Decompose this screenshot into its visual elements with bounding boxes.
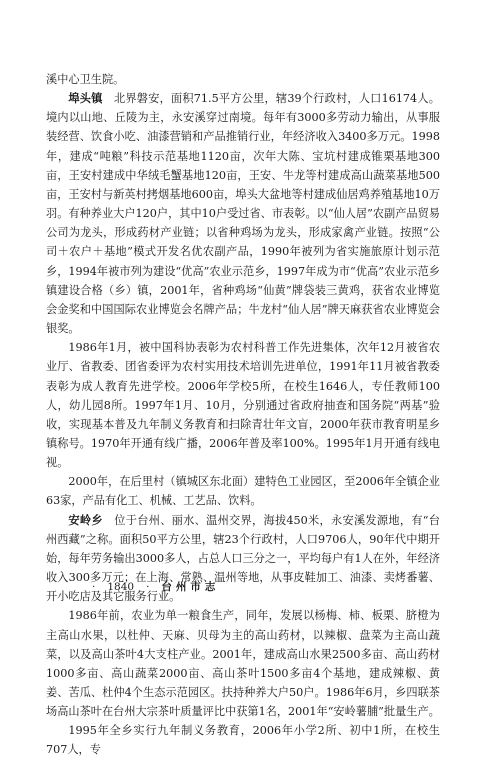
- section-paragraph: [46, 89, 440, 338]
- paragraph: 1995年全乡实行九年制义务教育，2006年小学2所、初中1所，在校生707人，专: [46, 724, 440, 757]
- book-title: 台州市志: [161, 581, 220, 593]
- paragraph: 2000年，在后里村（镇城区东北面）建特色工业园区，至2006年全镇企业63家，产品有化工、机械、工艺品、饮料。: [46, 475, 440, 508]
- section-heading: 安岭乡: [68, 512, 103, 527]
- paragraph: 1986年1月，被中国科协表彰为农村科普工作先进集体，次年12月被省农业厅、省教委、团省委评为农村实用技术培训先进单位，1991年11月被省教委表彰为成人教育先进学校。2006年学校5所，在校生1646人，专任教师100人，幼儿园8所。1997年1月、10月，分别通过省政府抽查和国务院“两基”验收，实现基本普及九年制义务教育和扫除青壮年文盲，2000年获市教育明星乡镇称号。1970年开通有线广播，2006年普及率100%。1995年1月开通有线电视。: [46, 341, 440, 470]
- page-number: 1840: [107, 580, 135, 593]
- paragraph: 1986年前，农业为单一粮食生产，同年，发展以杨梅、柿、板栗、脐橙为主高山水果，以杜仲、天麻、贝母为主的高山药材，以辣椒、盘菜为主高山蔬菜，以及高山茶叶4大支柱产业。2001年，建成高山水果2500多亩、高山药材1000多亩、高山蔬菜2000亩、高山茶叶1500多亩4个基地，建成辣椒、黄姜、苦瓜、杜仲4个生态示范园区。扶持种养大户50户。1986年6月，乡四联茶场高山茶叶在台州大宗茶叶质量评比中获第1名，2001年“安岭薯脯”批量生产。: [46, 609, 440, 719]
- page-footer: [92, 579, 219, 594]
- paragraph-text: 位于台州、丽水、温州交界，海拔450米，永安溪发源地，有“台州西藏”之称。面积50平方公里，辖23个行政村，人口9706人，90年代中期开始，每年劳务输出3000多人，占总人口三分之一，平均每户有1人在外，年经济收入300多万元；在上海、常熟、温州等地，从事皮鞋加工、油漆、卖烤番薯、开小吃店及其它服务行业。: [46, 513, 440, 604]
- intro-line: 溪中心卫生院。: [46, 73, 125, 86]
- page-number-marker: ·: [146, 580, 150, 593]
- paragraph-text: 北界磐安，面积71.5平方公里，辖39个行政村，人口16174人。境内以山地、丘陵为主，永安溪穿过南境。每年有3000多劳动力输出，从事服装经营、饮食小吃、油漆营销和产品推销行业，年经济收入3400多万元。1998年，建成“吨粮”科技示范基地1120亩，次年大陈、宝坑村建成锥栗基地300亩，王安村建成中华绒毛蟹基地120亩，王安、牛龙等村建成高山蔬菜基地500亩，王安村与新英村拷烟基地600亩，埠头大盆地等村建成仙居鸡养殖基地10万羽。有种养业大户120户，其中10户受过省、市表彰。以“仙人居”农副产品贸易公司为龙头，形成药材产业链；以省种鸡场为龙头，形成家禽产业链。按照“公司＋农户＋基地”模式开发名优农副产品，1990年被列为省实施旅原计划示范乡，1994年被市列为建设“优高”农业示范乡，1997年成为市“优高”农业示范乡镇建设合格（乡）镇，2001年，省种鸡场“仙黄”牌袋装三黄鸡，获省农业博览会金奖和中国国际农业博览会名牌产品；牛龙村“仙人居”牌天麻获省农业博览会银奖。: [46, 92, 440, 336]
- page-body: [46, 70, 440, 760]
- page-number-marker: ·: [92, 580, 96, 593]
- section-heading: 埠头镇: [68, 91, 103, 106]
